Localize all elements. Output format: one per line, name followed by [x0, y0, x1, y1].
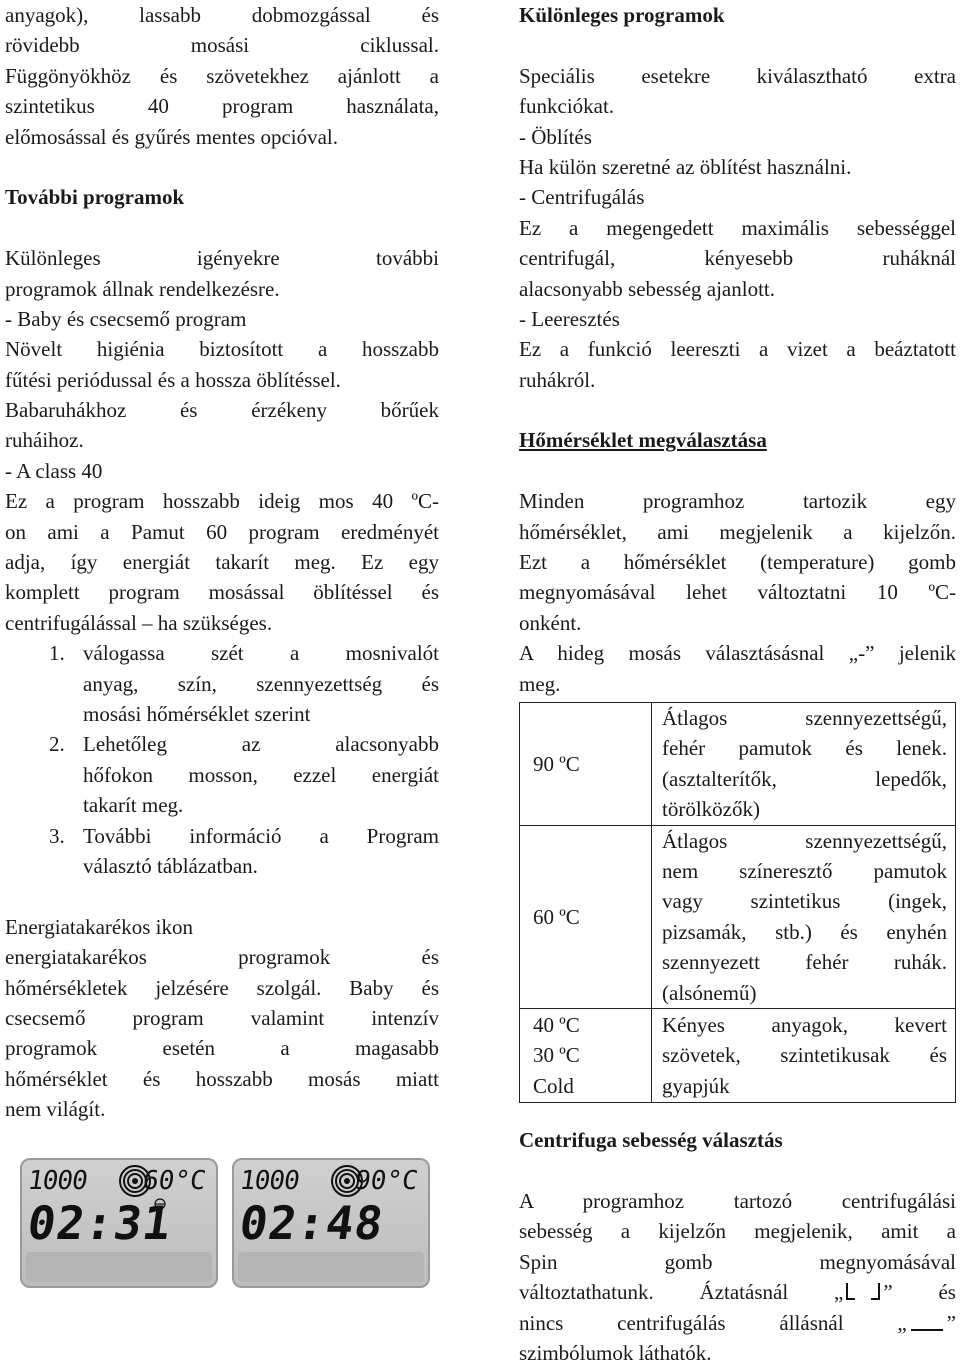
text-line: anyag, szín, szennyezettség és	[83, 671, 439, 696]
temp-value: 30 ºC	[533, 1043, 580, 1068]
text-line: Minden programhoz tartozik egy	[519, 489, 956, 514]
text-line: hőmérsékletek jelzésére szolgál. Baby és	[5, 975, 439, 1000]
text-line: fűtési periódussal és a hossza öblítéssel.	[5, 367, 341, 392]
table-cell-temp	[520, 1009, 652, 1103]
display-lower-bar	[26, 1252, 212, 1282]
numbered-list	[5, 638, 439, 881]
list-item	[5, 821, 439, 882]
eco-icon	[154, 1198, 166, 1210]
text-line: - A class 40	[5, 458, 103, 483]
text-line: hőfokon mosson, ezzel energiát	[83, 762, 439, 787]
left-paragraph-3	[5, 912, 439, 1125]
text-line: A hideg mosás választásásnal „-” jelenik	[519, 641, 956, 666]
text-line: választó táblázatban.	[83, 853, 258, 878]
desc-line: Átlagos szennyezettségű,	[662, 705, 947, 730]
text-line: ruháihoz.	[5, 428, 84, 453]
text-line: centrifugál, kényesebb ruháknál	[519, 246, 956, 271]
text-line: mosási hőmérséklet szerint	[83, 701, 311, 726]
list-number: 3.	[49, 823, 65, 848]
text-line: megnyomásával lehet változtatni 10 ºC-	[519, 580, 956, 605]
text-line: programok esetén a magasabb	[5, 1036, 439, 1061]
text-line: sebesség a kijelzőn megjelenik, amit a	[519, 1219, 956, 1244]
text-fragment: ” és	[883, 1280, 956, 1305]
text-line: alacsonyabb sebesség ajanlott.	[519, 276, 775, 301]
spin-speed-readout: 1000	[237, 1166, 301, 1196]
text-line: on ami a Pamut 60 program eredményét	[5, 519, 439, 544]
temp-value: 90 ºC	[533, 751, 580, 776]
text-line: takarít meg.	[83, 793, 184, 818]
text-line: hőmérséklet, ami megjelenik a kijelzőn.	[519, 519, 956, 544]
lcd-display	[232, 1158, 430, 1288]
text-line: Babaruhákhoz és érzékeny bőrűek	[5, 398, 439, 423]
heading-special-programs: Különleges programok	[519, 3, 725, 27]
text-line: Ez a funkció leereszti a vizet a beáztatott	[519, 337, 956, 362]
soak-symbol-icon	[843, 1281, 883, 1303]
desc-line: szennyezett fehér ruhák.	[662, 950, 947, 975]
text-line: komplett program mosással öblítéssel és	[5, 580, 439, 605]
text-line: - Baby és csecsemő program	[5, 306, 247, 331]
text-line: adja, így energiát takarít meg. Ez egy	[5, 550, 439, 575]
text-line: szintetikus 40 program használata,	[5, 94, 439, 119]
text-line: Ez a megengedett maximális sebességgel	[519, 215, 956, 240]
text-line: Növelt higiénia biztosított a hosszabb	[5, 337, 439, 362]
text-line: Spin gomb megnyomásával	[519, 1249, 956, 1274]
table-cell-desc	[652, 825, 956, 1008]
text-line: programok állnak rendelkezésre.	[5, 276, 280, 301]
desc-line: Átlagos szennyezettségű,	[662, 828, 947, 853]
list-item	[5, 638, 439, 729]
desc-line: (asztalterítők, lepedők,	[662, 766, 947, 791]
temp-value: 40 ºC	[533, 1013, 580, 1038]
text-line: anyagok), lassabb dobmozgással és	[5, 3, 439, 27]
heading-spin-speed: Centrifuga sebesség választás	[519, 1128, 783, 1153]
left-paragraph-2	[5, 243, 439, 638]
table-row	[520, 1009, 956, 1103]
text-line: energiatakarékos programok és	[5, 945, 439, 970]
temperature-readout: 60°C	[141, 1166, 209, 1196]
text-line: - Leeresztés	[519, 306, 620, 331]
text-fragment: nincs centrifugálás állásnál „	[519, 1310, 907, 1335]
text-line: Ez a program hosszabb ideig mos 40 ºC-	[5, 489, 439, 514]
text-line: meg.	[519, 671, 561, 696]
text-line: ruhákról.	[519, 367, 596, 392]
text-line: szimbólumok láthatók.	[519, 1341, 712, 1365]
desc-line: nem színeresztő pamutok	[662, 859, 947, 884]
heading-temperature: Hőmérséklet megválasztása	[519, 428, 767, 453]
left-paragraph-1	[5, 0, 439, 152]
table-cell-desc	[652, 1009, 956, 1103]
text-line: onként.	[519, 610, 582, 635]
text-line: Speciális esetekre kiválasztható extra	[519, 63, 956, 88]
text-line: - Centrifugálás	[519, 185, 645, 210]
list-number: 1.	[49, 641, 65, 666]
temp-value: 60 ºC	[533, 904, 580, 929]
table-cell-desc	[652, 702, 956, 825]
display-lower-bar	[238, 1252, 424, 1282]
desc-line: gyapjúk	[662, 1073, 730, 1098]
right-column	[519, 0, 956, 1368]
text-line: funkciókat.	[519, 94, 615, 119]
list-number: 2.	[49, 732, 65, 757]
list-item	[5, 729, 439, 820]
left-column	[5, 0, 439, 1124]
text-line: hőmérséklet és hosszabb mosás miatt	[5, 1066, 439, 1091]
text-line: nem világít.	[5, 1097, 106, 1122]
time-readout: 02:31	[24, 1196, 176, 1250]
table-row	[520, 825, 956, 1008]
table-row	[520, 702, 956, 825]
desc-line: törölközők)	[662, 797, 760, 822]
desc-line: fehér pamutok és lenek.	[662, 736, 947, 761]
time-readout: 02:48	[236, 1196, 388, 1250]
table-cell-temp	[520, 702, 652, 825]
temp-value: Cold	[533, 1073, 574, 1098]
desc-line: (alsónemű)	[662, 980, 757, 1005]
text-line	[519, 1308, 956, 1338]
table-cell-temp	[520, 825, 652, 1008]
text-line: Ezt a hőmérséklet (temperature) gomb	[519, 550, 956, 575]
text-line: Energiatakarékos ikon	[5, 914, 193, 939]
desc-line: vagy szintetikus (ingek,	[662, 889, 947, 914]
text-line: Ha külön szeretné az öblítést használni.	[519, 154, 852, 179]
text-fragment: ”	[946, 1310, 956, 1335]
text-line: - Öblítés	[519, 124, 592, 149]
desc-line: szövetek, szintetikusak és	[662, 1043, 947, 1068]
lcd-display	[20, 1158, 218, 1288]
temperature-readout: 90°C	[353, 1166, 421, 1196]
text-line: centrifugálással – ha szükséges.	[5, 610, 273, 635]
text-line: csecsemő program valamint intenzív	[5, 1005, 439, 1030]
spin-speed-readout: 1000	[25, 1166, 89, 1196]
right-paragraph-2	[519, 486, 956, 699]
display-examples	[20, 1158, 430, 1288]
text-line: rövidebb mosási ciklussal.	[5, 33, 439, 58]
text-line: előmosással és gyűrés mentes opcióval.	[5, 124, 339, 149]
text-line: A programhoz tartozó centrifugálási	[519, 1189, 956, 1214]
desc-line: pizsamák, stb.) és enyhén	[662, 919, 947, 944]
temperature-table	[519, 702, 956, 1103]
heading-further-programs: További programok	[5, 185, 185, 210]
desc-line: Kényes anyagok, kevert	[662, 1013, 947, 1038]
text-line: Függönyökhöz és szövetekhez ajánlott a	[5, 63, 439, 88]
right-paragraph-3	[519, 1186, 956, 1368]
no-spin-symbol-icon	[907, 1312, 947, 1334]
text-line: Különleges igényekre további	[5, 246, 439, 271]
text-line: válogassa szét a mosnivalót	[83, 641, 439, 666]
text-fragment: változtathatunk. Áztatásnál „	[519, 1280, 844, 1305]
right-paragraph-1	[519, 61, 956, 395]
text-line: Lehetőleg az alacsonyabb	[83, 732, 439, 757]
text-line: További információ a Program	[83, 823, 439, 848]
text-line	[519, 1277, 956, 1307]
